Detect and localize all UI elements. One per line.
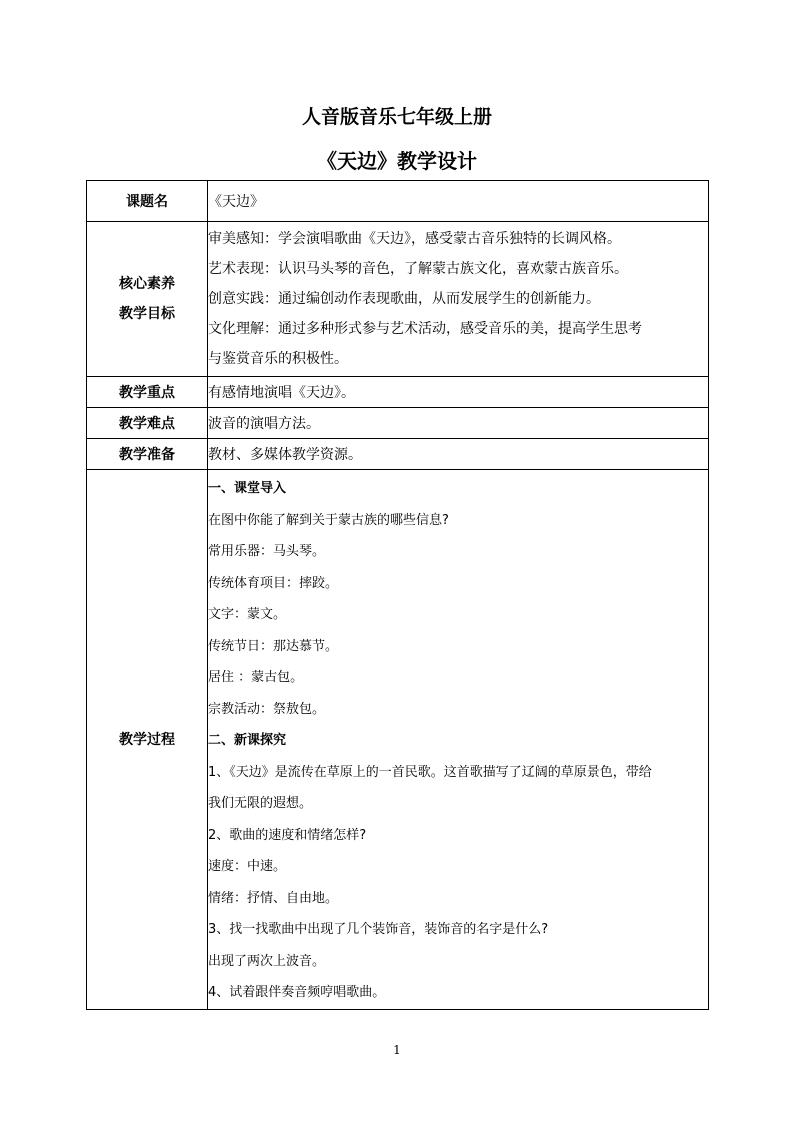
table-row-process	[87, 470, 709, 1010]
table-row-goals	[87, 222, 709, 377]
process-line: 2、歌曲的速度和情绪怎样?	[208, 827, 367, 843]
process-line: 文字：蒙文。	[208, 607, 287, 622]
topic-value: 《天边》	[208, 181, 709, 222]
goals-label-line1: 核心素养	[119, 276, 175, 292]
process-line: 出现了两次上波音。	[208, 953, 326, 969]
process-line: 4、试着跟伴奏音频哼唱歌曲。	[208, 985, 386, 1000]
goal-line: 创意实践：通过编创动作表现歌曲，从而发展学生的创新能力。	[208, 291, 600, 307]
goal-line: 审美感知：学会演唱歌曲《天边》，感受蒙古音乐独特的长调风格。	[208, 231, 621, 247]
preparation-value: 教材、多媒体教学资源。	[208, 439, 709, 470]
process-label: 教学过程	[87, 470, 208, 1010]
preparation-label: 教学准备	[87, 439, 208, 470]
process-line: 速度：中速。	[208, 859, 287, 874]
document-subtitle: 《天边》教学设计	[317, 149, 477, 173]
lesson-plan-table	[86, 180, 709, 1010]
goal-line: 与鉴赏音乐的积极性。	[208, 351, 348, 367]
document-title: 人音版音乐七年级上册	[301, 106, 492, 128]
page-number: 1	[393, 1043, 401, 1057]
topic-label: 课题名	[87, 181, 208, 222]
key-points-value: 有感情地演唱《天边》。	[208, 377, 709, 408]
goal-line: 艺术表现：认识马头琴的音色，了解蒙古族文化，喜欢蒙古族音乐。	[208, 261, 628, 277]
process-line: 传统体育项目：摔跤。	[208, 575, 339, 591]
table-row-topic	[87, 181, 709, 222]
process-line: 1、《天边》是流传在草原上的一首民歌。这首歌描写了辽阔的草原景色，带给	[208, 764, 652, 780]
process-line: 我们无限的遐想。	[208, 796, 313, 811]
key-points-label: 教学重点	[87, 377, 208, 408]
process-content	[208, 470, 709, 1010]
goals-label	[87, 222, 208, 377]
process-section-heading: 二、新课探究	[208, 733, 287, 748]
process-line: 传统节日：那达慕节。	[208, 638, 339, 654]
process-line: 在图中你能了解到关于蒙古族的哪些信息?	[208, 512, 449, 528]
process-line: 宗教活动：祭敖包。	[208, 701, 326, 717]
process-line: 居住 ：蒙古包。	[208, 670, 304, 685]
table-row-difficulties	[87, 408, 709, 439]
goals-content	[208, 222, 709, 377]
difficulties-label: 教学难点	[87, 408, 208, 439]
table-row-key-points	[87, 377, 709, 408]
goal-line: 文化理解：通过多种形式参与艺术活动，感受音乐的美，提高学生思考	[208, 321, 642, 337]
process-section-heading: 一、课堂导入	[208, 481, 287, 496]
process-line: 情绪：抒情、自由地。	[208, 890, 339, 906]
process-lines	[208, 470, 708, 1009]
goals-label-line2: 教学目标	[119, 306, 175, 322]
table-row-preparation	[87, 439, 709, 470]
process-line: 3、找一找歌曲中出现了几个装饰音，装饰音的名字是什么?	[208, 922, 549, 937]
process-line: 常用乐器：马头琴。	[208, 544, 326, 559]
difficulties-value: 波音的演唱方法。	[208, 408, 709, 439]
